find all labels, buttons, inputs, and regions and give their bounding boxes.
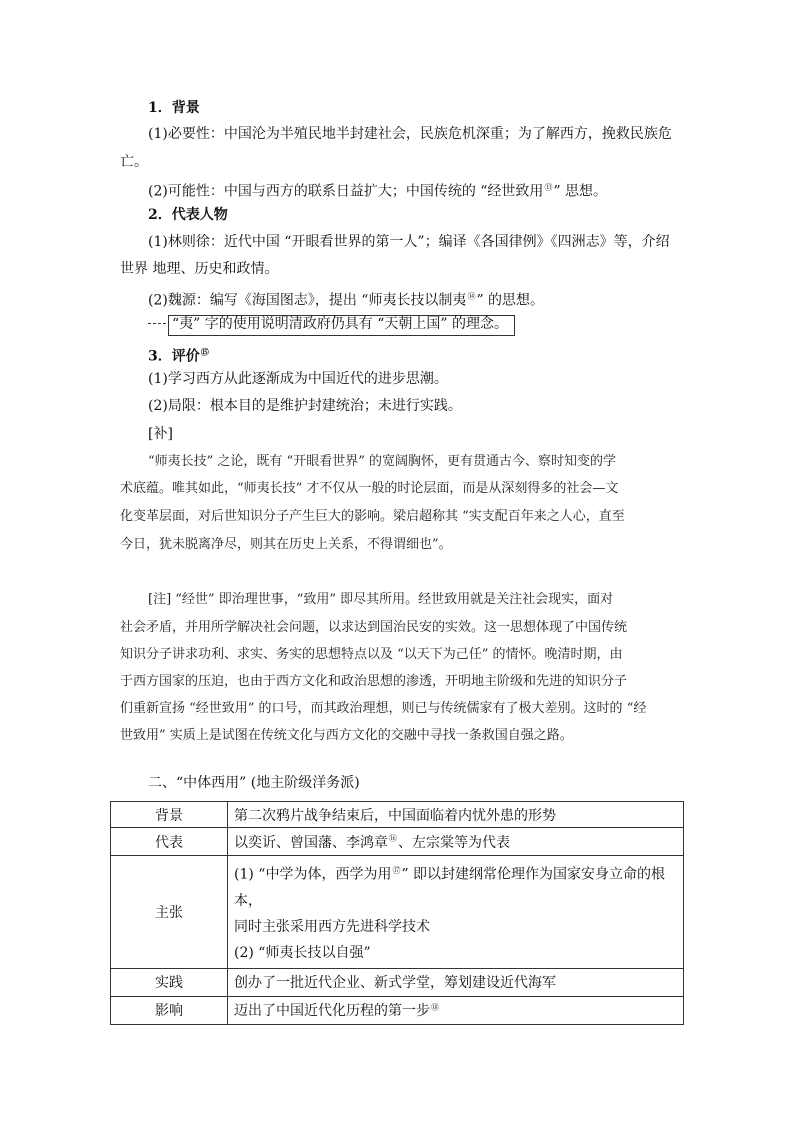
table-row [111,802,684,828]
supplement-line-4: 今日，犹未脱离净尽，则其在历史上关系，不得谓细也”。 [120,537,452,552]
callout-text: “夷” 字的使用说明清政府仍具有 “天朝上国” 的理念。 [172,316,508,332]
table-key-cell: 影响 [111,996,228,1024]
table-key-cell: 代表 [111,828,228,856]
table-row [111,968,684,996]
rep-text-b: 、左宗棠等为代表 [398,834,510,851]
footnote-marker: ⑯ [389,833,397,843]
note-line-2: 社会矛盾，并用所学解决社会问题，以求达到国治民安的实效。这一思想体现了中国传统 [120,620,628,635]
section2-title: 二、“中体西用” (地主阶级洋务派) [148,775,360,791]
wei-yuan-line [148,287,544,311]
possibility-text-b: ” 思想。 [553,183,608,200]
callout-connector [148,323,166,324]
supplement-line-2: 术底蕴。唯其如此，“师夷长技” 才不仅从一般的时论层面，而是从深刻得多的社会—文 [120,481,619,496]
table-row [111,828,684,856]
table-key-cell: 背景 [111,802,228,828]
proposition-line-2: 同时主张采用西方先进科学技术 [234,918,430,935]
footnote-marker: ⑮ [200,347,209,357]
lin-zexu-line-2: 世界 地理、历史和政情。 [120,261,279,277]
supplement-label: [补] [148,426,173,442]
note-line-3: 知识分子讲求功利、求实、务实的思想特点以及 “以天下为己任” 的情怀。晚清时期，由 [120,647,623,662]
table-value-cell [228,856,684,969]
table-value-cell [228,996,684,1024]
rep-text-a: 以奕䜣、曾国藩、李鸿章 [234,834,388,851]
table-row [111,996,684,1024]
evaluation-heading-text: 3．评价 [148,348,200,365]
table-key-cell: 实践 [111,968,228,996]
table-row [111,856,684,969]
heading-figures: 2．代表人物 [148,207,228,223]
supplement-line-1: “师夷长技” 之论，既有 “开眼看世界” 的宽阔胸怀，更有贯通古今、察时知变的学 [148,454,616,469]
note-line-1: [注] “经世” 即治理世事，“致用” 即尽其所用。经世致用就是关注社会现实，面对 [148,592,614,607]
evaluation-line-2: (2)局限：根本目的是维护封建统治；未进行实践。 [148,398,462,414]
table-key-cell: 主张 [111,856,228,969]
possibility-text-a: (2)可能性：中国与西方的联系日益扩大；中国传统的 “经世致用 [148,183,544,200]
proposition-line-3: (2) “师夷长技以自强” [234,944,371,961]
wei-text-a: (2)魏源：编写《海国图志》，提出 “师夷长技以制夷 [148,292,467,309]
lin-zexu-line-1: (1)林则徐：近代中国 “开眼看世界的第一人”；编译《各国律例》《四洲志》等，介绍 [148,234,670,250]
table-value-cell [228,828,684,856]
self-strengthening-table [110,801,684,1025]
table-value-cell: 创办了一批近代企业、新式学堂，筹划建设近代海军 [228,968,684,996]
evaluation-line-1: (1)学习西方从此逐渐成为中国近代的进步思潮。 [148,371,448,387]
possibility-line [148,178,607,202]
necessity-line-1: (1)必要性：中国沦为半殖民地半封建社会，民族危机深重；为了解西方，挽救民族危 [148,126,672,142]
table-value-cell: 第二次鸦片战争结束后，中国面临着内忧外患的形势 [228,802,684,828]
note-line-4: 于西方国家的压迫，也由于西方文化和政治思想的渗透，开明地主阶级和先进的知识分子 [120,674,628,689]
necessity-line-2: 亡。 [120,154,148,170]
note-line-6: 世致用” 实质上是试图在传统文化与西方文化的交融中寻找一条救国自强之路。 [120,728,573,743]
footnote-marker: ⑭ [467,292,476,301]
heading-background: 1．背景 [148,100,200,116]
note-line-5: 们重新宣扬 “经世致用” 的口号，而其政治理想，则已与传统儒家有了极大差别。这时的 “经 [120,701,647,716]
supplement-line-3: 化变革层面，对后世知识分子产生巨大的影响。梁启超称其 “实支配百年来之人心，直至 [120,509,625,524]
footnote-marker: ⑬ [544,183,553,192]
prop-text-a: (1) “中学为体，西学为用 [234,866,392,883]
footnote-marker: ⑰ [392,866,401,875]
impact-text: 迈出了中国近代化历程的第一步 [234,1003,430,1020]
prop-text-b: ” 即以封建纲常伦理作为国家安身立命的根本， [234,866,666,909]
heading-evaluation [148,342,210,367]
wei-text-b: ” 的思想。 [476,292,545,309]
footnote-marker: ⑱ [431,1002,439,1012]
proposition-line-1 [234,858,677,914]
